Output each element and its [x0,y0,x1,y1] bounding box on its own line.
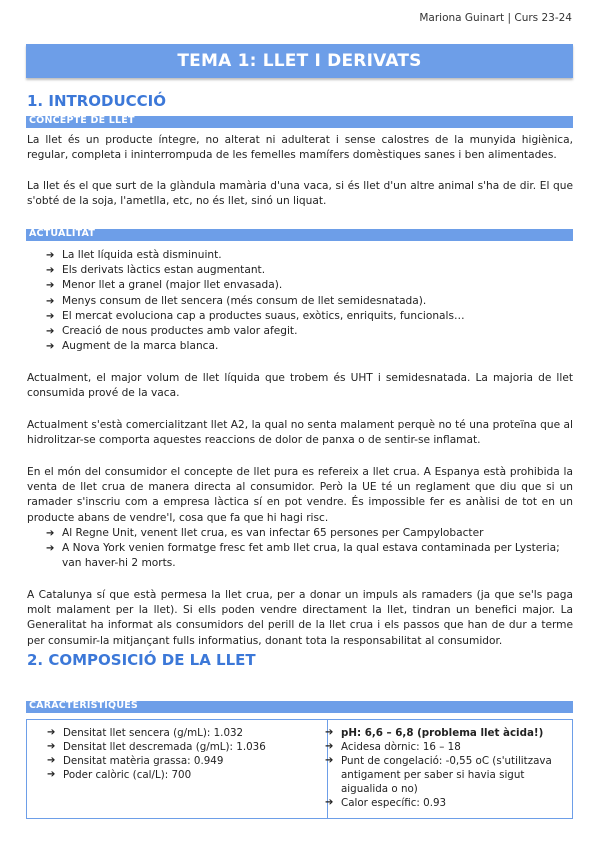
list-item: ➔ El mercat evoluciona cap a productes suaus, exòtics, enriquits, funcionals… [46,309,573,324]
caracteristiques-table [26,719,573,819]
right-arrow-icon: ➔ [46,543,55,555]
section-heading-introduccio: 1. INTRODUCCIÓ [27,92,167,110]
right-arrow-icon: ➔ [325,727,334,738]
list-item: ➔ Calor específic: 0.93 [325,797,447,809]
right-arrow-icon: ➔ [46,280,55,292]
right-arrow-icon: ➔ [47,727,56,738]
list-item: ➔ Densitat llet descremada (g/mL): 1.036 [47,741,266,753]
right-arrow-icon: ➔ [46,310,55,322]
paragraph-actualitat-3: En el món del consumidor el concepte de llet pura es refereix a llet crua. A Espanya està prohibida la venta de llet crua de manera directa al consumidor. Però la UE té un reglament que diu que si un ramader s'inscriu com a empresa làctica sí en pot vendre. És impossible fer es anàlisi de tot en un producte abans de vendre'l, cosa que fa que hi hagi risc. [27,466,573,524]
list-item: ➔ Augment de la marca blanca. [46,339,573,354]
list-item: ➔ Menys consum de llet sencera (més consum de llet semidesnatada). [46,294,573,309]
list-item: ➔ A Nova York venien formatge fresc fet amb llet crua, la qual estava contaminada per Lysteria; van haver-hi 2 morts. [46,542,560,570]
right-arrow-icon: ➔ [47,741,56,752]
subsection-bar-concepte [26,116,573,128]
header-author: Mariona Guinart | Curs 23-24 [419,12,572,24]
right-arrow-icon: ➔ [325,797,334,808]
subsection-bar-caracteristiques [26,701,573,713]
list-item: ➔ Creació de nous productes amb valor afegit. [46,324,573,339]
list-item: ➔ La llet líquida està disminuint. [46,248,573,263]
list-item: ➔ Menor llet a granel (major llet envasada). [46,278,573,293]
right-arrow-icon: ➔ [47,755,56,766]
section-heading-composicio: 2. COMPOSICIÓ DE LA LLET [27,651,256,669]
list-item: ➔ pH: 6,6 – 6,8 (problema llet àcida!) [325,727,544,739]
paragraph-concepte-2: La llet és el que surt de la glàndula mamària d'una vaca, si és llet d'un altre animal s'ha de dir. El que s'obté de la soja, l'ametlla, etc, no és llet, sinó un liquat. [27,180,573,208]
actualitat-list [46,248,573,354]
paragraph-actualitat-4: A Catalunya sí que està permesa la llet crua, per a donar un impuls als ramaders (ja que se'ls paga molt malament per la llet). Si ells poden vendre directament la llet, tindran un benefici major. La Generalitat ha informat als consumidors del perill de la llet crua i els passos que han de dur a terme per consumir-la mitjançant fulls informatius, donant tota la responsabilitat al consumidor. [27,589,573,647]
right-arrow-icon: ➔ [46,265,55,277]
right-arrow-icon: ➔ [46,250,55,261]
right-arrow-icon: ➔ [325,741,334,752]
paragraph-actualitat-2: Actualment s'està comercialitzant llet A2, la qual no senta malament perquè no té una proteïna que al hidrolitzar-se comporta aquestes reaccions de dolor de panxa o de sentir-se inflamat. [27,419,573,447]
paragraph-concepte-1: La llet és un producte íntegre, no alterat ni adulterat i sense calostres de la munyida higiènica, regular, completa i ininterrompuda de les femelles mamífers domèstiques sanes i ben alimentades. [27,134,573,162]
list-item: ➔ Punt de congelació: -0,55 oC (s'utilitzava antigament per saber si havia sigut aigualida o no) [325,755,552,795]
actualitat-sublist [46,526,573,572]
caracteristiques-left-column [47,726,319,782]
caracteristiques-right-column [325,726,565,810]
right-arrow-icon: ➔ [47,769,56,780]
right-arrow-icon: ➔ [46,341,55,353]
list-item: ➔ Els derivats làctics estan augmentant. [46,263,573,278]
subsection-label-actualitat: ACTUALITAT [29,228,96,239]
subsection-label-concepte: CONCEPTE DE LLET [29,115,135,126]
right-arrow-icon: ➔ [46,295,55,307]
paragraph-actualitat-1: Actualment, el major volum de llet líquida que trobem és UHT i semidesnatada. La majoria de llet consumida prové de la vaca. [27,372,573,400]
subsection-label-caracteristiques: CARACTERÍSTIQUES [29,700,138,711]
right-arrow-icon: ➔ [325,755,334,766]
list-item: ➔ Acidesa dòrnic: 16 – 18 [325,741,461,753]
document-title: TEMA 1: LLET I DERIVATS [177,51,422,71]
list-item: ➔ Densitat llet sencera (g/mL): 1.032 [47,727,244,739]
list-item: ➔ Al Regne Unit, venent llet crua, es van infectar 65 persones per Campylobacter [46,526,573,541]
subsection-bar-actualitat [26,229,573,241]
list-item: ➔ Densitat matèria grassa: 0.949 [47,755,224,767]
list-item: ➔ Poder calòric (cal/L): 700 [47,769,192,781]
right-arrow-icon: ➔ [46,528,55,539]
right-arrow-icon: ➔ [46,326,55,338]
title-banner [26,44,573,78]
